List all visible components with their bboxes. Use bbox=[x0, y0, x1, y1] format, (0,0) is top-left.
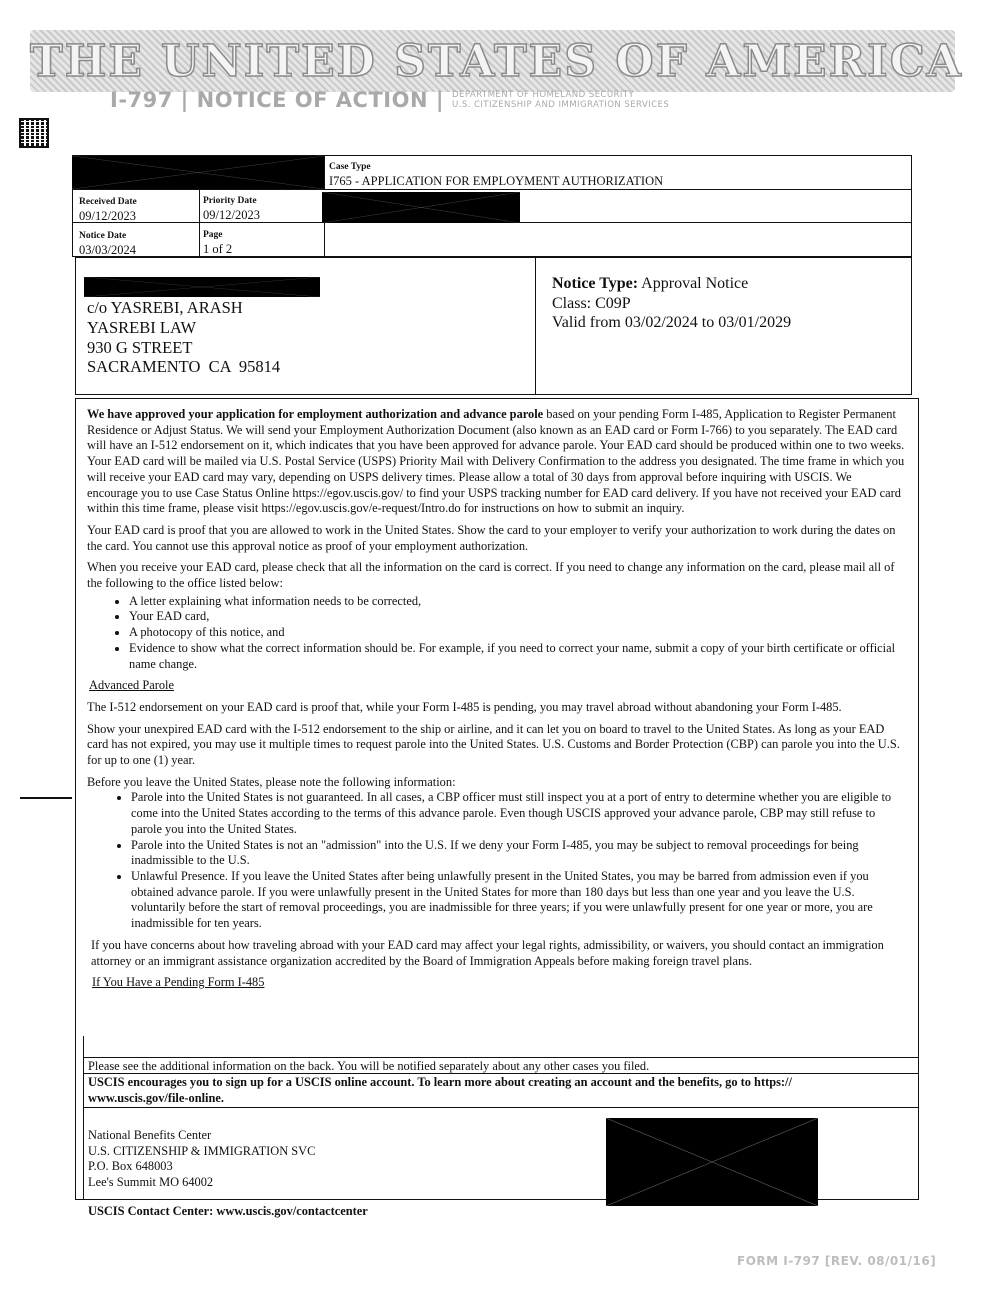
department-line-2: U.S. CITIZENSHIP AND IMMIGRATION SERVICES bbox=[452, 100, 670, 110]
list-item: • Parole into the United States is not an "admission" into the U.S. If we deny your Form I-485, you may be subject to removal proceedings for being inadmissible to the U.S. bbox=[131, 838, 905, 869]
paragraph-text: based on your pending Form I-485, Application to Register Permanent Residence or Adjust Status. We will send your Employment Authorization Document (also known as an EAD card or Form I-766) to you separately. The EAD card will have an I-512 endorsement on it, which indicates that you have been approved for advance parole. Your EAD card should be produced within one to two weeks. Your EAD card will be mailed via U.S. Postal Service (USPS) Priority Mail with Delivery Confirmation to the address you designated. The time frame in which you will receive your EAD card may vary, depending on USPS delivery times. Please allow a total of 30 days from approval before inquiring with USCIS. We encourage you to use Case Status Online https://egov.uscis.gov/ to find your USPS tracking number for EAD card delivery. If you have not received your EAD card within this time frame, please visit https://egov.uscis.gov/e-request/Intro.do for instructions on how to submit an inquiry. bbox=[87, 407, 905, 516]
received-date-label: Received Date bbox=[79, 197, 137, 207]
notice-date-label: Notice Date bbox=[79, 231, 127, 241]
notice-body bbox=[87, 407, 905, 997]
redacted-applicant-name bbox=[84, 277, 320, 297]
priority-date-label: Priority Date bbox=[203, 196, 257, 206]
notice-type-block bbox=[552, 274, 791, 333]
table-divider bbox=[324, 222, 325, 257]
address-line: c/o YASREBI, ARASH bbox=[87, 298, 243, 317]
contact-center: USCIS Contact Center: www.uscis.gov/contactcenter bbox=[88, 1204, 368, 1218]
body-inner-border bbox=[83, 1036, 84, 1200]
barcode-icon bbox=[19, 118, 49, 148]
paragraph: The I-512 endorsement on your EAD card is proof that, while your Form I-485 is pending, you may travel abroad without abandoning your Form I-485. bbox=[87, 699, 842, 714]
list-item: • A letter explaining what information needs to be corrected, bbox=[129, 594, 905, 610]
department-name bbox=[452, 90, 669, 110]
additional-info-note: Please see the additional information on the back. You will be notified separately about any other cases you filed. bbox=[88, 1059, 650, 1073]
approval-statement: We have approved your application for employment authorization and advance parole bbox=[87, 407, 544, 421]
table-divider bbox=[72, 189, 912, 190]
notice-of-action-header bbox=[110, 86, 669, 114]
body-divider bbox=[83, 1107, 919, 1108]
paragraph: If you have concerns about how traveling abroad with your EAD card may affect your legal rights, admissibility, or waivers, you should contact an immigration attorney or an immigrant assistance organization accredited by the Board of Immigration Appeals before making foreign travel plans. bbox=[91, 937, 884, 968]
notice-type-label: Notice Type: bbox=[552, 275, 639, 292]
list-item: • Parole into the United States is not guaranteed. In all cases, a CBP officer must still inspect you at a port of entry to determine whether you are eligible to come into the United States according to the terms of this advance parole. Even though USCIS approved your advance parole, CBP may still refuse to parole you into the United States. bbox=[131, 790, 905, 837]
office-line: National Benefits Center bbox=[88, 1128, 212, 1142]
body-divider bbox=[83, 1057, 919, 1058]
office-line: Lee's Summit MO 64002 bbox=[88, 1174, 214, 1189]
page-label: Page bbox=[203, 230, 223, 240]
mailing-address bbox=[87, 298, 280, 377]
page-value: 1 of 2 bbox=[203, 242, 233, 256]
redacted-receipt-number bbox=[72, 156, 324, 189]
list-item: • Your EAD card, bbox=[129, 609, 905, 625]
paragraph bbox=[87, 407, 905, 517]
notice-type-value: Approval Notice bbox=[638, 275, 749, 292]
redacted-barcode bbox=[606, 1118, 818, 1206]
travel-notes-list bbox=[87, 790, 905, 931]
redacted-beneficiary bbox=[322, 192, 520, 223]
online-account-note: USCIS encourages you to sign up for a USCIS online account. To learn more about creating an account and the benefits, go to https:// www.uscis.gov/file-online. bbox=[88, 1075, 792, 1105]
priority-date-value: 09/12/2023 bbox=[203, 208, 260, 222]
paragraph: When you receive your EAD card, please check that all the information on the card is correct. If you need to change any information on the card, please mail all of the following to the office listed below: bbox=[87, 560, 895, 591]
table-divider bbox=[324, 155, 325, 189]
case-type-label: Case Type bbox=[329, 162, 371, 172]
paragraph: Your EAD card is proof that you are allowed to work in the United States. Show the card to your employer to verify your authorization to work during the dates on the card. You cannot use this approval notice as proof of your employment authorization. bbox=[87, 522, 896, 553]
list-item: • Unlawful Presence. If you leave the United States after being unlawfully present in the United States, you may be barred from admission even if you obtained advance parole. If you were unlawfully present in the United States for more than 180 days but less than one year and you leave the U.S. voluntarily before the start of removal proceedings, you are inadmissible for three years; if you were unlawfully present for one year or more, you are inadmissible for ten years. bbox=[131, 869, 905, 932]
office-address bbox=[88, 1128, 315, 1190]
received-date-value: 09/12/2023 bbox=[79, 209, 136, 223]
notice-of-action-title: I-797 | NOTICE OF ACTION | bbox=[110, 88, 445, 112]
pending-i485-heading: If You Have a Pending Form I-485 bbox=[92, 975, 265, 990]
list-item: • A photocopy of this notice, and bbox=[129, 625, 905, 641]
office-line: U.S. CITIZENSHIP & IMMIGRATION SVC bbox=[88, 1143, 316, 1158]
paragraph: Before you leave the United States, please note the following information: bbox=[87, 774, 456, 789]
advanced-parole-heading: Advanced Parole bbox=[89, 678, 174, 693]
margin-mark bbox=[20, 797, 72, 799]
banner-title: THE UNITED STATES OF AMERICA bbox=[30, 36, 963, 87]
paragraph: Show your unexpired EAD card with the I-512 endorsement to the ship or airline, and it can let you on board to travel to the United States. As long as your EAD card has not expired, you may use it multiple times to request parole into the United States. U.S. Customs and Border Protection (CBP) can parole you into the U.S. for up to one (1) year. bbox=[87, 721, 900, 768]
list-item: • Evidence to show what the correct information should be. For example, if you need to correct your name, submit a copy of your birth certificate or official name change. bbox=[129, 641, 905, 672]
address-line: YASREBI LAW bbox=[87, 317, 197, 337]
address-line: SACRAMENTO CA 95814 bbox=[87, 357, 281, 377]
correction-items-list bbox=[87, 594, 905, 673]
address-line: 930 G STREET bbox=[87, 337, 193, 357]
valid-dates-line: Valid from 03/02/2024 to 03/01/2029 bbox=[552, 314, 792, 331]
case-type-value: I765 - APPLICATION FOR EMPLOYMENT AUTHORIZATION bbox=[329, 174, 664, 188]
notice-date-value: 03/03/2024 bbox=[79, 243, 136, 257]
table-divider bbox=[199, 189, 200, 257]
class-line: Class: C09P bbox=[552, 294, 631, 312]
address-divider bbox=[535, 257, 536, 395]
form-number: FORM I-797 [REV. 08/01/16] bbox=[737, 1254, 937, 1268]
department-line-1: DEPARTMENT OF HOMELAND SECURITY bbox=[452, 90, 635, 100]
office-line: P.O. Box 648003 bbox=[88, 1159, 173, 1173]
